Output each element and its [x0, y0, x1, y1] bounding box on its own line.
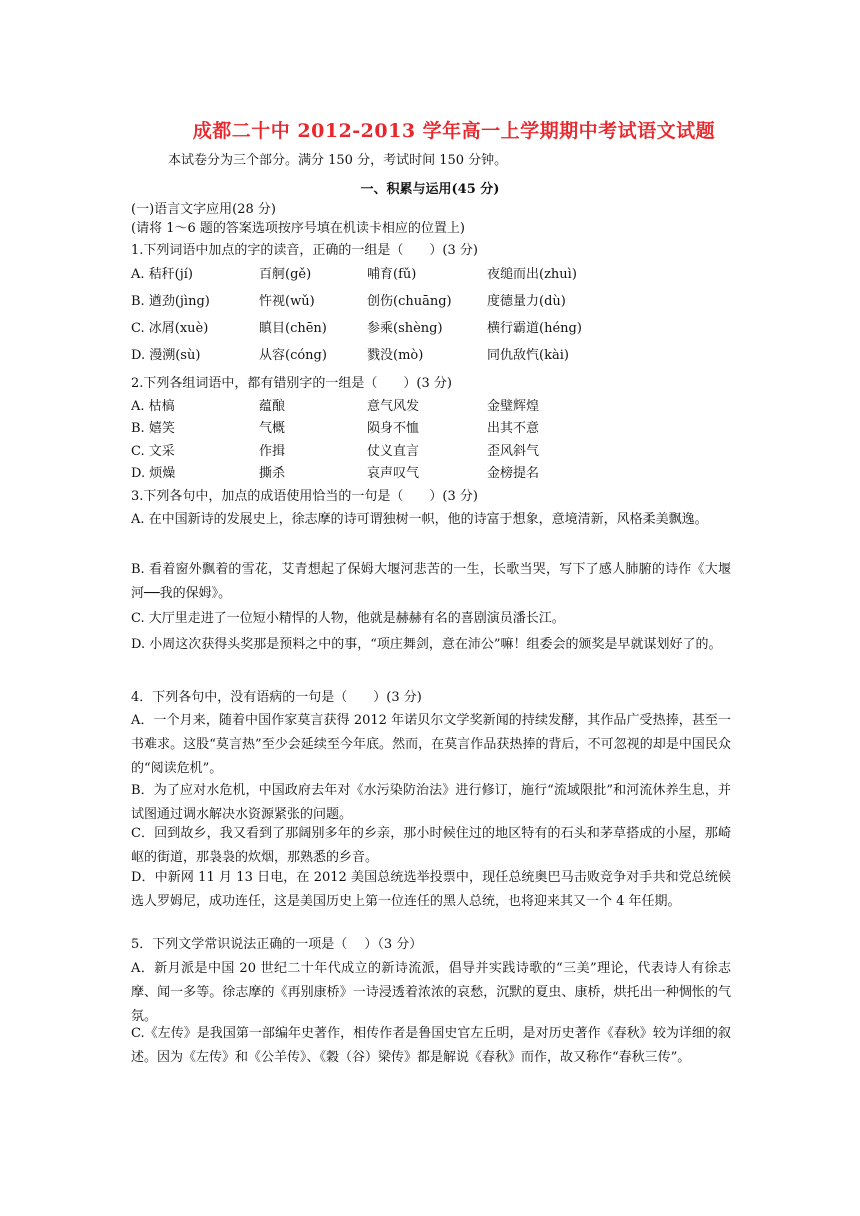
q1-b-item-3: 创伤(chuāng)	[367, 294, 452, 309]
q1-a-item-4: 夜缒而出(zhuì)	[487, 267, 577, 282]
q5-option-a: A．新月派是中国 20 世纪二十年代成立的新诗流派，倡导并实践诗歌的“三美”理论，代表诗人有徐志摩、闻一多等。徐志摩的《再别康桥》一诗浸透着浓浓的哀愁，沉默的夏虫、康桥，烘托出一种惆怅的气氛。	[131, 961, 731, 1024]
q2-b-item-1: B. 嬉笑	[131, 421, 175, 436]
q1-c-item-4: 横行霸道(héng)	[487, 321, 582, 336]
q2-a-item-2: 蕴酿	[259, 399, 286, 414]
q2-d-item-3: 哀声叹气	[367, 466, 420, 481]
q2-d-item-1: D. 烦燥	[131, 466, 176, 481]
q3-option-c: C. 大厅里走进了一位短小精悍的人物，他就是赫赫有名的喜剧演员潘长江。	[131, 611, 565, 626]
q1-c-item-3: 参乘(shèng)	[367, 321, 443, 336]
q1-a-item-1: A. 秸秆(jí)	[131, 267, 193, 282]
q1-d-item-4: 同仇敌忾(kài)	[487, 348, 569, 363]
q2-b-item-2: 气概	[259, 421, 286, 436]
q1-d-item-1: D. 漫溯(sù)	[131, 348, 201, 363]
q5-option-c: C.《左传》是我国第一部编年史著作，相传作者是鲁国史官左丘明，是对历史著作《春秋》较为详细的叙述。因为《左传》和《公羊传》、《穀（谷）梁传》都是解说《春秋》而作，故又称作“春秋三传”。	[131, 1026, 731, 1065]
q4-option-c: C．回到故乡，我又看到了那阔别多年的乡亲，那小时候住过的地区特有的石头和茅草搭成的小屋，那崎岖的街道，那袅袅的炊烟，那熟悉的乡音。	[131, 826, 731, 865]
q1-a-item-3: 哺育(fǔ)	[367, 267, 417, 282]
subsection-note: (请将 1～6 题的答案选项按序号填在机读卡相应的位置上)	[131, 221, 465, 236]
question-4-stem: 4．下列各句中，没有语病的一句是（ ）(3 分)	[131, 690, 422, 705]
q1-a-item-2: 百舸(gě)	[259, 267, 312, 282]
q2-c-item-1: C. 文采	[131, 444, 175, 459]
q3-option-b: B. 看着窗外飘着的雪花，艾青想起了保姆大堰河悲苦的一生，长歌当哭，写下了感人肺腑的诗作《大堰河──我的保姆》。	[131, 562, 731, 601]
subsection-heading: (一)语言文字应用(28 分)	[131, 202, 276, 217]
q1-d-item-2: 从容(cóng)	[259, 348, 327, 363]
q1-b-item-2: 忤视(wǔ)	[259, 294, 315, 309]
q1-b-item-1: B. 遒劲(jìng)	[131, 294, 210, 309]
question-3-stem: 3.下列各句中，加点的成语使用恰当的一句是（ ）(3 分)	[131, 489, 478, 504]
q2-c-item-2: 作揖	[259, 444, 286, 459]
question-1-stem: 1.下列词语中加点的字的读音，正确的一组是（ ）(3 分)	[131, 243, 478, 258]
q3-option-a: A. 在中国新诗的发展史上，徐志摩的诗可谓独树一帜，他的诗富于想象，意境清新，风格柔美飘逸。	[131, 512, 708, 527]
q2-b-item-4: 出其不意	[487, 421, 540, 436]
q2-d-item-4: 金榜提名	[487, 466, 540, 481]
question-2-stem: 2.下列各组词语中，都有错别字的一组是（ ）(3 分)	[131, 376, 452, 391]
q4-option-a: A．一个月来，随着中国作家莫言获得 2012 年诺贝尔文学奖新闻的持续发酵，其作品广受热捧，甚至一书难求。这股“莫言热”至少会延续至今年底。然而，在莫言作品获热捧的背后，不可忽视的却是中国民众的“阅读危机”。	[131, 713, 731, 776]
q1-b-item-4: 度德量力(dù)	[487, 294, 566, 309]
q1-c-item-1: C. 冰屑(xuè)	[131, 321, 209, 336]
q2-a-item-1: A. 枯槁	[131, 399, 175, 414]
section-heading: 一、积累与运用(45 分)	[360, 182, 500, 197]
q2-c-item-4: 歪风斜气	[487, 444, 540, 459]
q2-c-item-3: 仗义直言	[367, 444, 420, 459]
q2-a-item-4: 金璧辉煌	[487, 399, 540, 414]
q2-b-item-3: 陨身不恤	[367, 421, 420, 436]
q4-option-b: B．为了应对水危机，中国政府去年对《水污染防治法》进行修订，施行“流域限批”和河流休养生息，并试图通过调水解决水资源紧张的问题。	[131, 783, 731, 822]
question-5-stem: 5．下列文学常识说法正确的一项是（ ）（3 分）	[131, 937, 423, 952]
q1-c-item-2: 瞋目(chēn)	[259, 321, 327, 336]
q2-a-item-3: 意气风发	[367, 399, 420, 414]
q2-d-item-2: 撕杀	[259, 466, 286, 481]
intro-text: 本试卷分为三个部分。满分 150 分，考试时间 150 分钟。	[168, 153, 508, 168]
q3-option-d: D. 小周这次获得头奖那是预料之中的事，“项庄舞剑，意在沛公”嘛！组委会的颁奖是早就谋划好了的。	[131, 637, 722, 652]
q1-d-item-3: 戮没(mò)	[367, 348, 424, 363]
q4-option-d: D．中新网 11 月 13 日电，在 2012 美国总统选举投票中，现任总统奥巴马击败竞争对手共和党总统候选人罗姆尼，成功连任，这是美国历史上第一位连任的黑人总统，也将迎来其又一个 4 年任期。	[131, 870, 731, 909]
exam-title: 成都二十中 2012-2013 学年高一上学期期中考试语文试题	[192, 120, 716, 142]
